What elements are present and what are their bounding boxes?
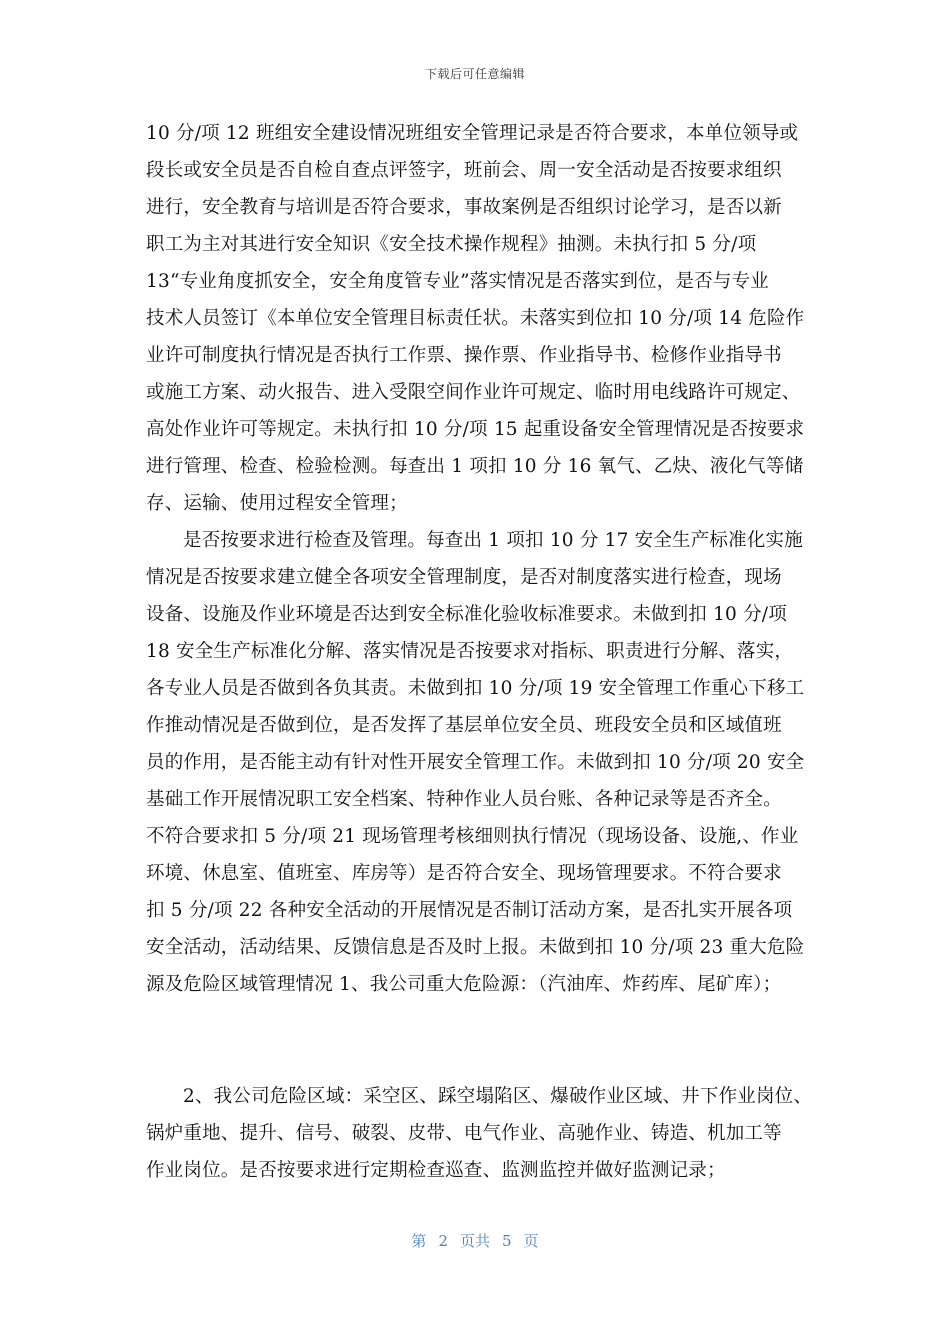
footer-word-ye: 页 bbox=[523, 1232, 539, 1250]
body-line: 业许可制度执行情况是否执行工作票、操作票、作业指导书、检修作业指导书 bbox=[146, 345, 782, 366]
body-line: 存、运输、使用过程安全管理； bbox=[146, 493, 408, 514]
body-line: 职工为主对其进行安全知识《安全技术操作规程》抽测。未执行扣 5 分/项 bbox=[146, 234, 757, 255]
body-line: 源及危险区域管理情况 1、我公司重大危险源：（汽油库、炸药库、尾矿库）； bbox=[146, 974, 782, 995]
body-line: 18 安全生产标准化分解、落实情况是否按要求对指标、职责进行分解、落实， bbox=[146, 641, 794, 662]
body-line: 扣 5 分/项 22 各种安全活动的开展情况是否制订活动方案，是否扎实开展各项 bbox=[146, 900, 793, 921]
body-line: 或施工方案、动火报告、进入受限空间作业许可规定、临时用电线路许可规定、 bbox=[146, 382, 801, 403]
body-line: 2、我公司危险区域：采空区、踩空塌陷区、爆破作业区域、井下作业岗位、 bbox=[183, 1086, 813, 1107]
body-line: 安全活动，活动结果、反馈信息是否及时上报。未做到扣 10 分/项 23 重大危险 bbox=[146, 937, 805, 958]
body-line: 段长或安全员是否自检自查点评签字，班前会、周一安全活动是否按要求组织 bbox=[146, 160, 782, 181]
body-line: 锅炉重地、提升、信号、破裂、皮带、电气作业、高驰作业、铸造、机加工等 bbox=[146, 1123, 782, 1144]
footer-word-di: 第 bbox=[411, 1232, 427, 1250]
body-line: 作推动情况是否做到位，是否发挥了基层单位安全员、班段安全员和区域值班 bbox=[146, 715, 782, 736]
footer-page-number: 2 bbox=[438, 1232, 448, 1250]
body-line: 高处作业许可等规定。未执行扣 10 分/项 15 起重设备安全管理情况是否按要求 bbox=[146, 419, 805, 440]
body-line: 员的作用，是否能主动有针对性开展安全管理工作。未做到扣 10 分/项 20 安全 bbox=[146, 752, 805, 773]
body-line: 进行管理、检查、检验检测。每查出 1 项扣 10 分 16 氧气、乙炔、液化气等储 bbox=[146, 456, 804, 477]
body-line: 作业岗位。是否按要求进行定期检查巡查、监测监控并做好监测记录； bbox=[146, 1160, 726, 1181]
page-footer bbox=[0, 1230, 950, 1251]
body-line: 不符合要求扣 5 分/项 21 现场管理考核细则执行情况（现场设备、设施,、作业 bbox=[146, 826, 799, 847]
body-line: 进行，安全教育与培训是否符合要求，事故案例是否组织讨论学习，是否以新 bbox=[146, 197, 782, 218]
body-line: 各专业人员是否做到各负其责。未做到扣 10 分/项 19 安全管理工作重心下移工 bbox=[146, 678, 805, 699]
body-line: 设备、设施及作业环境是否达到安全标准化验收标准要求。未做到扣 10 分/项 bbox=[146, 604, 787, 625]
body-line: 情况是否按要求建立健全各项安全管理制度，是否对制度落实进行检查，现场 bbox=[146, 567, 782, 588]
body-line: 是否按要求进行检查及管理。每查出 1 项扣 10 分 17 安全生产标准化实施 bbox=[183, 530, 803, 551]
footer-word-yegong: 页共 bbox=[459, 1232, 490, 1250]
body-line: 10 分/项 12 班组安全建设情况班组安全管理记录是否符合要求，本单位领导或 bbox=[146, 123, 799, 144]
body-line: 基础工作开展情况职工安全档案、特种作业人员台账、各种记录等是否齐全。 bbox=[146, 789, 782, 810]
body-line: 技术人员签订《本单位安全管理目标责任状。未落实到位扣 10 分/项 14 危险作 bbox=[146, 308, 805, 329]
page-header: 下载后可任意编辑 bbox=[424, 67, 525, 81]
footer-total-pages: 5 bbox=[502, 1232, 512, 1250]
body-line: 13“专业角度抓安全，安全角度管专业”落实情况是否落实到位，是否与专业 bbox=[146, 271, 769, 292]
body-line: 环境、休息室、值班室、库房等）是否符合安全、现场管理要求。不符合要求 bbox=[146, 863, 782, 884]
